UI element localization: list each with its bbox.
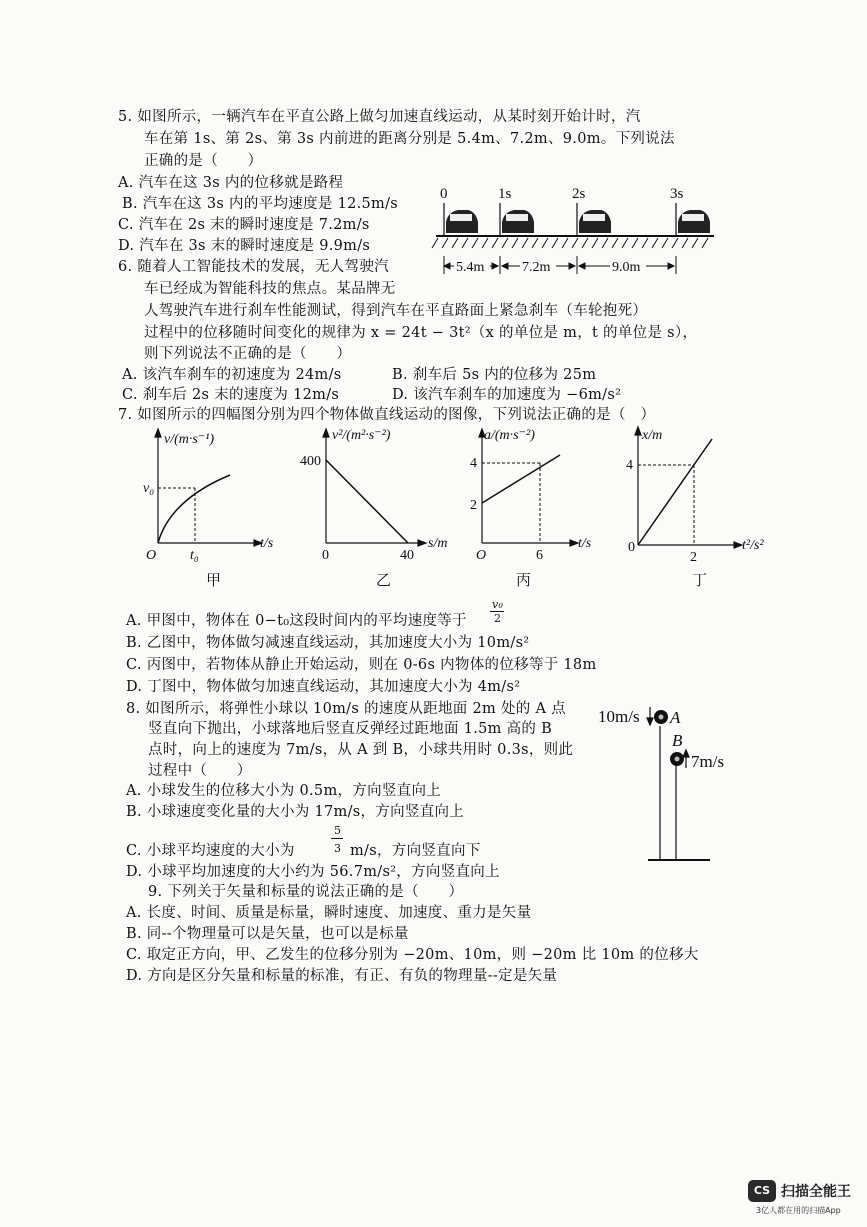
q8-stem-line4: 过程中（ ） xyxy=(148,763,252,779)
q8-option-c-fraction-num: 5 xyxy=(334,824,342,837)
q9-option-b: B. 同--个物理量可以是矢量，也可以是标量 xyxy=(126,926,409,942)
ball-b-icon xyxy=(670,752,684,766)
q6-option-b: B. 刹车后 5s 内的位移为 25m xyxy=(392,367,597,383)
q8-stem-line3: 点时，向上的速度为 7m/s，从 A 到 B，小球共用时 0.3s，则此 xyxy=(148,742,574,758)
q5-time-label-3: 3s xyxy=(670,186,684,202)
q5-stem-line3: 正确的是（ ） xyxy=(144,153,263,169)
q8-option-c: C. 小球平均速度的大小为 xyxy=(126,843,295,859)
q6-stem-line4: 过程中的位移随时间变化的规律为 x = 24t − 3t²（x 的单位是 m，t 的单位是 s）， xyxy=(144,325,698,341)
q9-option-c: C. 取定正方向，甲、乙发生的位移分别为 −20m、10m，则 −20m 比 10m 的位移大 xyxy=(126,947,699,963)
q6-stem-line3: 人驾驶汽车进行刹车性能测试，得到汽车在平直路面上紧急刹车（车轮抱死） xyxy=(144,303,648,319)
q7-option-a: A. 甲图中，物体在 0−t₀这段时间内的平均速度等于 xyxy=(126,613,467,629)
q5-option-a: A. 汽车在这 3s 内的位移就是路程 xyxy=(118,175,344,191)
yi-line xyxy=(326,460,408,543)
ding-ylabel: x/m xyxy=(642,428,663,443)
bing-ylabel: a/(m·s⁻²) xyxy=(484,428,535,443)
car-icon xyxy=(502,210,534,233)
ding-xlabel: t²/s² xyxy=(742,538,764,553)
yi-x-tick: 40 xyxy=(400,548,414,563)
q8-stem-line1: 8. 如图所示，将弹性小球以 10m/s 的速度从距地面 2m 处的 A 点 xyxy=(126,701,566,717)
q8-ball-figure xyxy=(598,700,748,870)
bing-x-tick: 6 xyxy=(536,548,543,563)
q8-option-c-tail: m/s，方向竖直向下 xyxy=(350,843,481,859)
q8-option-c-fraction-bar xyxy=(331,838,343,839)
jia-y-tick: v₀ xyxy=(143,481,155,496)
q8-option-a: A. 小球发生的位移大小为 0.5m，方向竖直向上 xyxy=(126,783,442,799)
q7-graph-yi xyxy=(300,425,454,595)
q7-graph-ding xyxy=(620,425,770,595)
bing-xlabel: t/s xyxy=(578,536,592,551)
ding-x-tick: 2 xyxy=(690,550,697,565)
q5-stem-line1: 5. 如图所示，一辆汽车在平直公路上做匀加速直线运动，从某时刻开始计时，汽 xyxy=(118,109,641,125)
q5-stem-line2: 车在第 1s、第 2s、第 3s 内前进的距离分别是 5.4m、7.2m、9.0m。下列说法 xyxy=(144,131,675,147)
q9-stem: 9. 下列关于矢量和标量的说法正确的是（ ） xyxy=(148,884,464,900)
jia-origin: O xyxy=(146,548,157,563)
q5-option-b: B. 汽车在这 3s 内的平均速度是 12.5m/s xyxy=(122,196,399,212)
bing-y-tick-4: 4 xyxy=(470,456,477,471)
jia-x-tick: t₀ xyxy=(190,548,199,563)
q9-option-a: A. 长度、时间、质量是标量，瞬时速度、加速度、重力是矢量 xyxy=(126,905,532,921)
q5-distance-3: 9.0m xyxy=(612,260,641,275)
car-icon xyxy=(579,210,611,233)
q8-option-b: B. 小球速度变化量的大小为 17m/s，方向竖直向上 xyxy=(126,804,465,820)
q8-option-c-fraction-den: 3 xyxy=(334,842,342,855)
q7-option-a-fraction-num: v₀ xyxy=(492,598,504,611)
q5-time-label-0: 0 xyxy=(440,186,448,202)
q8-vb-label: 7m/s xyxy=(691,752,725,771)
q6-stem-line5: 则下列说法不正确的是（ ） xyxy=(144,346,352,362)
q7-option-d: D. 丁图中，物体做匀加速直线运动，其加速度大小为 4m/s² xyxy=(126,679,521,695)
q5-option-d: D. 汽车在 3s 末的瞬时速度是 9.9m/s xyxy=(118,238,371,254)
jia-caption: 甲 xyxy=(206,573,222,589)
ding-origin: 0 xyxy=(628,540,635,555)
yi-caption: 乙 xyxy=(376,573,392,589)
yi-ylabel: v²/(m²·s⁻²) xyxy=(332,428,391,443)
q6-option-a: A. 该汽车刹车的初速度为 24m/s xyxy=(122,367,342,383)
q5-time-label-2: 2s xyxy=(572,186,586,202)
q6-option-d: D. 该汽车刹车的加速度为 −6m/s² xyxy=(392,387,622,403)
ding-line xyxy=(638,439,712,545)
q8-stem-line2: 竖直向下抛出，小球落地后竖直反弹经过距地面 1.5m 高的 B xyxy=(148,721,553,737)
q7-option-c: C. 丙图中，若物体从静止开始运动，则在 0-6s 内物体的位移等于 18m xyxy=(126,657,597,673)
q5-car-figure xyxy=(432,178,722,278)
ball-a-icon xyxy=(654,710,668,724)
bing-origin: O xyxy=(476,548,487,563)
ding-y-tick: 4 xyxy=(626,458,633,473)
camscanner-logo-icon: CS xyxy=(748,1180,776,1202)
ding-caption: 丁 xyxy=(692,573,708,589)
q8-label-a: A xyxy=(670,708,681,727)
q5-time-label-1: 1s xyxy=(498,186,512,202)
q8-va-label: 10m/s xyxy=(598,707,640,726)
q5-option-c: C. 汽车在 2s 末的瞬时速度是 7.2m/s xyxy=(118,217,370,233)
q9-option-d: D. 方向是区分矢量和标量的标准，有正、有负的物理量--定是矢量 xyxy=(126,968,558,984)
q7-graph-bing xyxy=(462,425,612,595)
yi-origin: 0 xyxy=(322,548,329,563)
q8-option-d: D. 小球平均加速度的大小约为 56.7m/s²，方向竖直向上 xyxy=(126,864,500,880)
bing-y-tick-2: 2 xyxy=(470,498,477,513)
car-icon xyxy=(446,210,478,233)
watermark-name: 扫描全能王 xyxy=(781,1184,851,1200)
jia-ylabel: v/(m·s⁻¹) xyxy=(164,432,215,447)
car-icon xyxy=(678,210,710,233)
jia-curve xyxy=(158,475,230,543)
yi-y-tick: 400 xyxy=(300,454,321,469)
q7-option-a-fraction-den: 2 xyxy=(494,612,502,625)
watermark-tagline: 3亿人都在用的扫描App xyxy=(756,1206,841,1215)
q6-option-c: C. 刹车后 2s 末的速度为 12m/s xyxy=(122,387,340,403)
q6-stem-line1: 6. 随着人工智能技术的发展，无人驾驶汽 xyxy=(118,259,389,275)
q5-distance-2: 7.2m xyxy=(522,260,551,275)
q8-label-b: B xyxy=(672,731,683,750)
q7-stem: 7. 如图所示的四幅图分别为四个物体做直线运动的图像，下列说法正确的是（ ） xyxy=(118,407,656,423)
q5-distance-1: 5.4m xyxy=(456,260,485,275)
yi-xlabel: s/m xyxy=(428,536,448,551)
jia-xlabel: t/s xyxy=(260,536,274,551)
q6-stem-line2: 车已经成为智能科技的焦点。某品牌无 xyxy=(144,281,396,297)
bing-caption: 丙 xyxy=(516,573,532,589)
q7-graph-jia xyxy=(140,425,285,595)
scanner-watermark xyxy=(748,1180,858,1220)
q7-option-b: B. 乙图中，物体做匀减速直线运动，其加速度大小为 10m/s² xyxy=(126,635,530,651)
bing-line xyxy=(482,455,560,503)
